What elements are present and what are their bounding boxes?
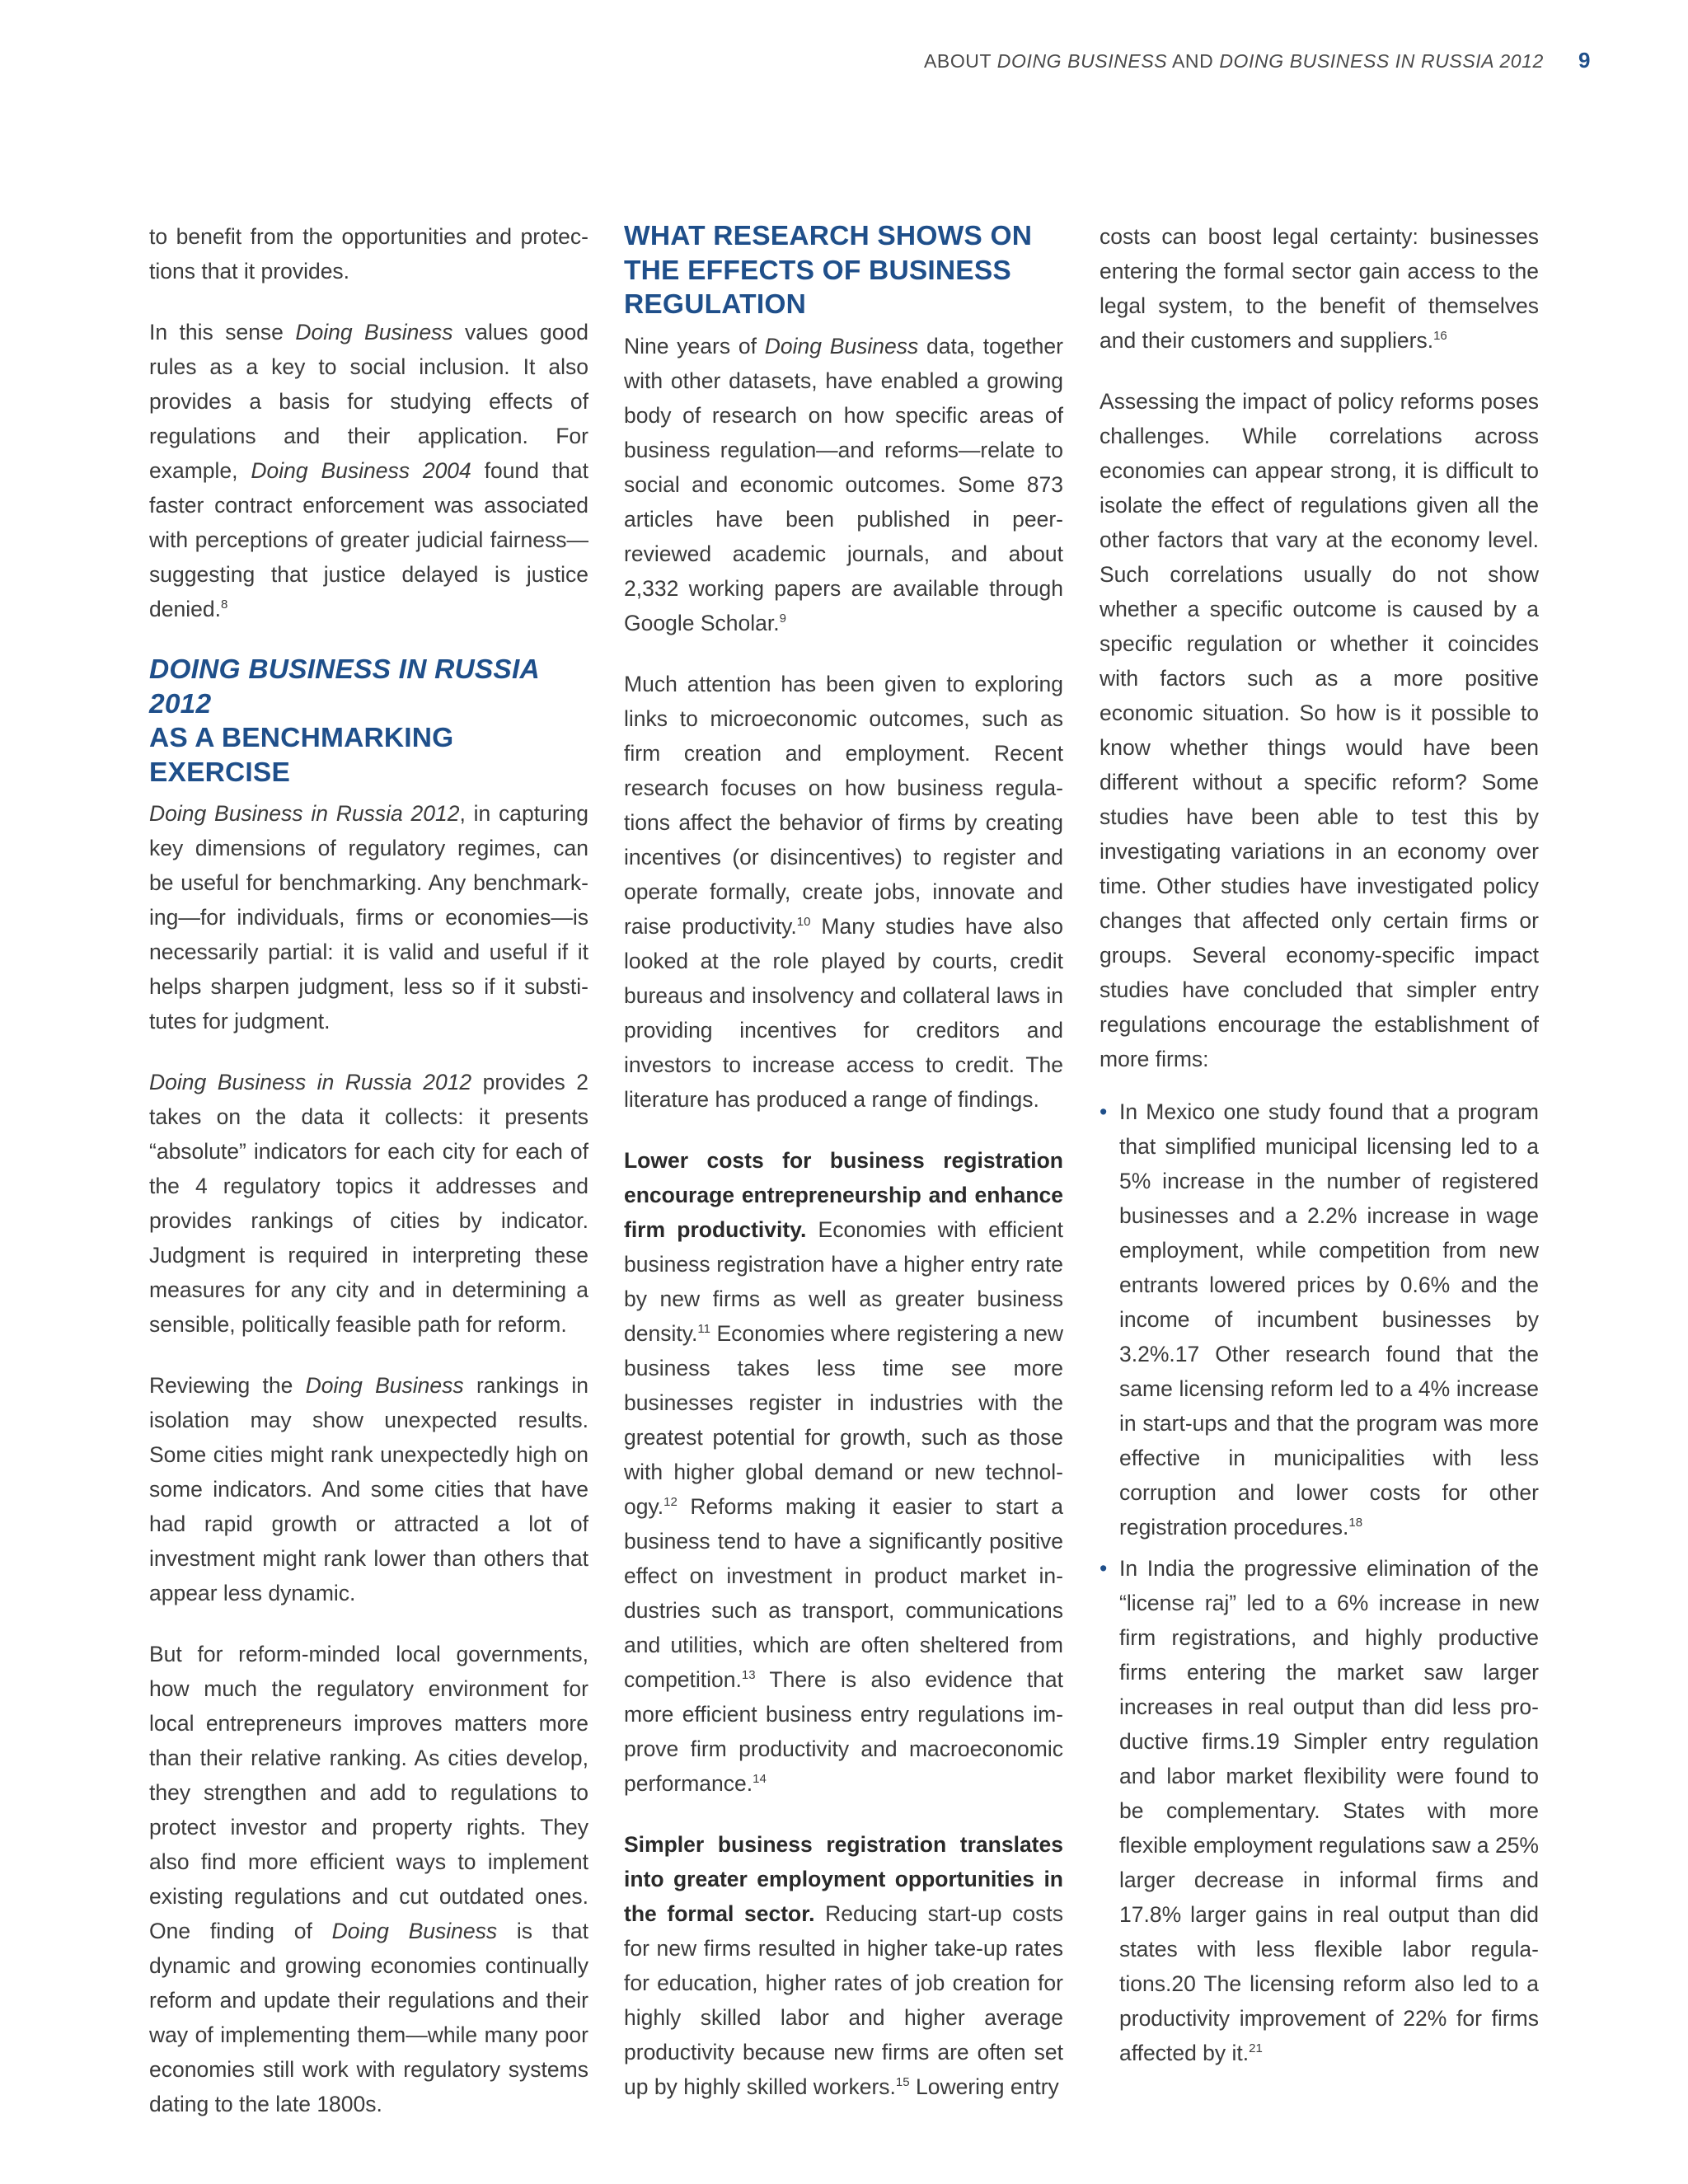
footnote-ref: 21 <box>1249 2041 1263 2055</box>
heading-rest: AS A BENCHMARKING EXERCISE <box>149 723 454 788</box>
italic-title: Doing Business in Russia 2012 <box>149 1070 472 1094</box>
para-text: is that dynamic and growing economies continually reform and update their regulations and their way of implementing them—while many poor economies still work with regulatory systems dating to the late 1800s. <box>149 1919 588 2116</box>
italic-title: Doing Business <box>764 333 919 359</box>
para-text: rankings in isolation may show unexpected results. Some cities might rank unexpectedly high on some indicators. And some cities that have had rapid growth or attracted a lot of investment might rank lower than others that appear less dynamic. <box>149 1373 588 1605</box>
paragraph <box>149 315 588 626</box>
running-title-report: DOING BUSINESS IN RUSSIA 2012 <box>1219 50 1544 72</box>
para-text: found that faster contract enforcement was associated with perceptions of greater judicial fairness—suggesting that justice delayed is justice denied. <box>149 458 588 621</box>
heading-research: WHAT RESEARCH SHOWS ON THE EFFECTS OF BUSINESS REGULATION <box>624 221 1033 320</box>
heading-benchmarking <box>149 653 588 790</box>
paragraph <box>624 1827 1063 2104</box>
para-text: provides 2 takes on the data it collects: it presents “absolute” indicators for each city for each of the 4 regulatory topics it addresses and provides rankings of cities by indicator. Judgment is required in interpreting these measures for any city and in determining a sensible, politically feasible path for reform. <box>149 1070 588 1337</box>
footnote-ref: 18 <box>1348 1516 1363 1530</box>
paragraph <box>1100 219 1539 358</box>
footnote-ref: 14 <box>753 1771 767 1786</box>
footnote-ref: 16 <box>1433 329 1447 343</box>
para-text: Nine years of <box>624 333 765 359</box>
running-title-doing-business: DOING BUSINESS <box>996 50 1168 72</box>
para-text: In this sense <box>149 320 296 344</box>
bullet-list <box>1100 1094 1539 2070</box>
running-header <box>924 48 1591 73</box>
paragraph <box>149 1065 588 1342</box>
para-text: Many studies have also looked at the role played by courts, credit bureaus and insolvency and collateral laws in providing incentives for creditors and investors to increase access to credit. The literature has produced a range of findings. <box>624 913 1063 1112</box>
footnote-ref: 11 <box>697 1321 710 1336</box>
footnote-ref: 9 <box>779 611 786 626</box>
italic-title: Doing Business <box>295 320 453 344</box>
footnote-ref: 13 <box>741 1667 756 1682</box>
para-text: There is also evidence that more efficient business entry regulations improve firm productivity and macroeconomic performance. <box>624 1666 1063 1796</box>
column-right <box>1100 219 1539 2077</box>
para-text: Much attention has been given to exploring links to microeconomic outcomes, such as firm creation and employment. Recent research focuses on how business regulations affect the behavior of firms by creating incentives (or disincentives) to register and operate formally, create jobs, innovate and raise productivity. <box>624 671 1063 939</box>
bullet-text: In India the progressive elimination of the “license raj” led to a 6% increase in new firm registrations, and highly productive firms entering the market saw larger increases in real output than did less productive firms.19 Simpler entry regulation and labor market flexibility were found to be complementary. States with more flexible employment regulations saw a 25% larger decrease in informal firms and 17.8% larger gains in real output than did states with less flexible labor regulations.20 The licensing reform also led to a productivity improvement of 22% for firms affected by it. <box>1119 1556 1539 2065</box>
paragraph <box>1100 384 1539 1076</box>
italic-title: Doing Business <box>305 1373 464 1398</box>
heading-italic: DOING BUSINESS IN RUSSIA 2012 <box>149 654 539 719</box>
footnote-ref: 12 <box>663 1494 678 1509</box>
footnote-ref: 10 <box>796 914 811 929</box>
para-text: values good rules as a key to social inclusion. It also provides a basis for studying effects of regulations and their application. For example, <box>149 320 588 483</box>
list-item <box>1100 1551 1539 2070</box>
footnote-ref: 8 <box>220 598 228 612</box>
paragraph <box>149 796 588 1038</box>
para-text: Reforms making it easier to start a business tend to have a significantly positive effect on investment in product market industries such as transport, communications and utilities, which are often sheltered from competition. <box>624 1493 1063 1692</box>
footnote-ref: 15 <box>895 2074 910 2089</box>
para-text: But for reform-minded local governments, how much the regulatory environment for local entrepreneurs improves matters more than their relative ranking. As cities develop, they strengthen and add to regulations to protect investor and property rights. They also find more efficient ways to implement existing regulations and cut outdated ones. One finding of <box>149 1642 588 1943</box>
para-text: costs can boost legal certainty: businesses entering the formal sector gain access to the legal system, to the benefit of themselves and their customers and suppliers. <box>1100 224 1539 353</box>
para-text: , in capturing key dimensions of regulatory regimes, can be useful for benchmarking. Any benchmarking—for individuals, firms or economies—is necessarily partial: it is valid and useful if it helps sharpen judgment, less so if it substitutes for judgment. <box>149 801 589 1033</box>
page-number: 9 <box>1578 48 1591 73</box>
para-text: to benefit from the opportunities and protections that it provides. <box>149 224 588 284</box>
run-in-heading: Lower costs for business registration encourage entrepreneurship and enhance firm productivity. <box>624 1147 1063 1242</box>
list-item <box>1100 1094 1539 1544</box>
paragraph <box>624 1143 1063 1801</box>
running-title-mid: AND <box>1167 50 1220 72</box>
para-text: Economies where registering a new business takes less time see more businesses register in industries with the greatest potential for growth, such as those with higher global demand or new technology. <box>624 1320 1063 1519</box>
paragraph <box>149 1368 588 1610</box>
paragraph <box>624 329 1063 640</box>
paragraph <box>149 219 588 288</box>
para-text: data, together with other datasets, have enabled a growing body of research on how specific areas of business regulation—and reforms—relate to social and economic outcomes. Some 873 articles have been published in peer-reviewed academic journals, and about 2,332 working papers are available through Google Scholar. <box>624 333 1063 635</box>
para-text: Reducing start-up costs for new firms resulted in higher take-up rates for education, higher rates of job creation for highly skilled labor and higher average productivity because new firms are often set up by highly skilled workers. <box>624 1900 1064 2099</box>
italic-title: Doing Business <box>331 1919 498 1943</box>
bullet-text: In Mexico one study found that a program that simplified municipal licensing led to a 5% increase in the number of registered businesses and a 2.2% increase in wage employment, while competition from new entrants lowered prices by 0.6% and the income of incumbent businesses by 3.2%.17 Other research found that the same licensing reform led to a 4% increase in start-ups and that the program was more effective in municipalities with less corruption and lower costs for other registration procedures. <box>1119 1099 1539 1540</box>
italic-title: Doing Business in Russia 2012 <box>149 801 460 826</box>
section-heading <box>149 653 588 790</box>
para-text: Lowering entry <box>909 2074 1059 2099</box>
para-text: Economies with efficient business registration have a higher entry rate by new firms as well as greater business density. <box>624 1216 1063 1346</box>
column-left <box>149 219 588 2148</box>
running-title-pre: ABOUT <box>923 50 997 72</box>
para-text: Reviewing the <box>149 1373 306 1398</box>
run-in-heading: Simpler business registration translates into greater employment opportunities in the formal sector. <box>624 1831 1063 1926</box>
paragraph <box>624 667 1063 1117</box>
para-text: Assessing the impact of policy reforms poses challenges. While correlations across economies can appear strong, it is difficult to isolate the effect of regulations given all the other factors that vary at the economy level. Such correlations usually do not show whether a specific outcome is caused by a specific regulation or whether it coincides with factors such as a more positive economic situation. So how is it possible to know whether things would have been different without a specific reform? Some studies have been able to test this by investigating variations in an economy over time. Other studies have investigated policy changes that affected only certain firms or groups. Several economy-specific impact studies have concluded that simpler entry regulations encourage the establishment of more firms: <box>1100 389 1539 1071</box>
paragraph <box>149 1637 588 2121</box>
column-middle <box>624 219 1063 2130</box>
section-heading <box>624 219 1063 322</box>
italic-title: Doing Business 2004 <box>251 458 471 483</box>
